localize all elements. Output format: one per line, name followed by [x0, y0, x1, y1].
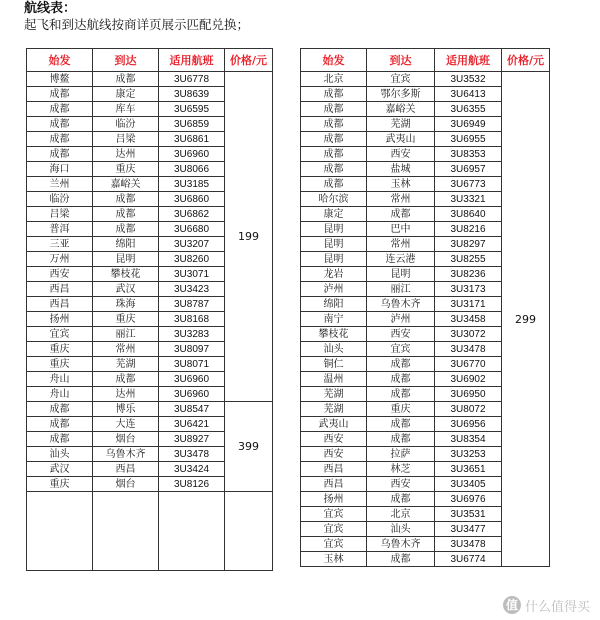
cell-destination: 乌鲁木齐	[367, 297, 435, 312]
cell-origin: 昆明	[301, 237, 367, 252]
cell-flight: 3U3651	[435, 462, 502, 477]
cell-flight: 3U8260	[159, 252, 225, 267]
cell-origin: 西昌	[301, 477, 367, 492]
cell-flight: 3U6859	[159, 117, 225, 132]
cell-flight: 3U6355	[435, 102, 502, 117]
cell-origin: 成都	[27, 402, 93, 417]
cell-flight: 3U8071	[159, 357, 225, 372]
cell-destination: 成都	[367, 357, 435, 372]
cell-destination: 吕梁	[93, 132, 159, 147]
cell-destination: 博乐	[93, 402, 159, 417]
watermark-logo-icon: 值	[503, 596, 521, 614]
cell-destination: 乌鲁木齐	[367, 537, 435, 552]
cell-flight: 3U3185	[159, 177, 225, 192]
cell-destination: 拉萨	[367, 447, 435, 462]
cell-origin: 成都	[301, 177, 367, 192]
cell-flight: 3U6773	[435, 177, 502, 192]
page-title: 航线表：	[24, 1, 77, 16]
cell-flight: 3U6955	[435, 132, 502, 147]
cell-flight: 3U6902	[435, 372, 502, 387]
cell-origin: 铜仁	[301, 357, 367, 372]
cell-origin: 成都	[27, 147, 93, 162]
cell-flight: 3U6595	[159, 102, 225, 117]
cell-flight: 3U6421	[159, 417, 225, 432]
col-header-flight: 适用航班	[435, 49, 502, 72]
cell-destination: 攀枝花	[93, 267, 159, 282]
cell-origin: 西安	[301, 432, 367, 447]
cell-destination: 宜宾	[367, 342, 435, 357]
cell-destination: 成都	[367, 372, 435, 387]
cell-origin: 舟山	[27, 372, 93, 387]
cell-destination: 芜湖	[367, 117, 435, 132]
cell-destination: 乌鲁木齐	[93, 447, 159, 462]
cell-destination: 烟台	[93, 477, 159, 492]
cell-flight: 3U3283	[159, 327, 225, 342]
cell-empty	[27, 492, 93, 571]
route-table-left	[26, 48, 273, 571]
cell-destination: 常州	[367, 192, 435, 207]
cell-destination: 武夷山	[367, 132, 435, 147]
cell-origin: 三亚	[27, 237, 93, 252]
cell-origin: 成都	[301, 87, 367, 102]
cell-destination: 成都	[93, 207, 159, 222]
cell-destination: 玉林	[367, 177, 435, 192]
cell-destination: 重庆	[93, 312, 159, 327]
cell-destination: 珠海	[93, 297, 159, 312]
cell-destination: 西安	[367, 147, 435, 162]
cell-destination: 丽江	[93, 327, 159, 342]
cell-origin: 成都	[301, 132, 367, 147]
cell-flight: 3U8354	[435, 432, 502, 447]
col-header-flight: 适用航班	[159, 49, 225, 72]
cell-flight: 3U3321	[435, 192, 502, 207]
table-row	[27, 402, 273, 417]
cell-flight: 3U3207	[159, 237, 225, 252]
cell-price: 399	[225, 402, 273, 492]
cell-destination: 昆明	[367, 267, 435, 282]
cell-destination: 大连	[93, 417, 159, 432]
cell-origin: 海口	[27, 162, 93, 177]
cell-origin: 北京	[301, 72, 367, 87]
cell-destination: 重庆	[93, 162, 159, 177]
cell-flight: 3U8168	[159, 312, 225, 327]
col-header-destination: 到达	[93, 49, 159, 72]
cell-price: 199	[225, 72, 273, 402]
cell-flight: 3U6774	[435, 552, 502, 567]
cell-origin: 成都	[301, 102, 367, 117]
cell-flight: 3U6960	[159, 372, 225, 387]
cell-origin: 西昌	[301, 462, 367, 477]
cell-flight: 3U3253	[435, 447, 502, 462]
cell-flight: 3U6960	[159, 147, 225, 162]
cell-flight: 3U3458	[435, 312, 502, 327]
cell-origin: 昆明	[301, 252, 367, 267]
cell-destination: 巴中	[367, 222, 435, 237]
cell-origin: 兰州	[27, 177, 93, 192]
table-row	[27, 72, 273, 87]
cell-flight: 3U6860	[159, 192, 225, 207]
cell-flight: 3U6956	[435, 417, 502, 432]
col-header-origin: 始发	[301, 49, 367, 72]
cell-flight: 3U8072	[435, 402, 502, 417]
cell-destination: 库车	[93, 102, 159, 117]
cell-origin: 扬州	[301, 492, 367, 507]
cell-flight: 3U6950	[435, 387, 502, 402]
cell-origin: 吕梁	[27, 207, 93, 222]
cell-destination: 达州	[93, 147, 159, 162]
cell-origin: 成都	[301, 147, 367, 162]
cell-destination: 成都	[367, 207, 435, 222]
cell-destination: 成都	[93, 192, 159, 207]
table-header-row	[301, 49, 550, 72]
cell-destination: 西昌	[93, 462, 159, 477]
col-header-origin: 始发	[27, 49, 93, 72]
cell-origin: 重庆	[27, 477, 93, 492]
cell-flight: 3U3478	[435, 537, 502, 552]
col-header-destination: 到达	[367, 49, 435, 72]
cell-origin: 西昌	[27, 282, 93, 297]
cell-destination: 嘉峪关	[367, 102, 435, 117]
cell-origin: 成都	[27, 102, 93, 117]
cell-flight: 3U3173	[435, 282, 502, 297]
cell-destination: 达州	[93, 387, 159, 402]
cell-destination: 嘉峪关	[93, 177, 159, 192]
cell-destination: 武汉	[93, 282, 159, 297]
cell-flight: 3U3423	[159, 282, 225, 297]
page-subtitle: 起飞和到达航线按商详页展示匹配兑换；	[24, 17, 250, 32]
cell-destination: 烟台	[93, 432, 159, 447]
cell-origin: 康定	[301, 207, 367, 222]
cell-empty	[225, 492, 273, 571]
cell-origin: 宜宾	[301, 522, 367, 537]
cell-flight: 3U6862	[159, 207, 225, 222]
cell-flight: 3U8255	[435, 252, 502, 267]
cell-flight: 3U3424	[159, 462, 225, 477]
cell-flight: 3U3072	[435, 327, 502, 342]
cell-destination: 西安	[367, 477, 435, 492]
cell-destination: 北京	[367, 507, 435, 522]
cell-origin: 临汾	[27, 192, 93, 207]
cell-destination: 昆明	[93, 252, 159, 267]
cell-origin: 昆明	[301, 222, 367, 237]
cell-flight: 3U8216	[435, 222, 502, 237]
cell-destination: 泸州	[367, 312, 435, 327]
cell-origin: 泸州	[301, 282, 367, 297]
cell-origin: 成都	[301, 162, 367, 177]
cell-destination: 丽江	[367, 282, 435, 297]
cell-origin: 龙岩	[301, 267, 367, 282]
cell-flight: 3U8927	[159, 432, 225, 447]
cell-destination: 成都	[367, 417, 435, 432]
cell-empty	[159, 492, 225, 571]
cell-flight: 3U3478	[435, 342, 502, 357]
cell-origin: 芜湖	[301, 387, 367, 402]
cell-flight: 3U8236	[435, 267, 502, 282]
cell-origin: 成都	[27, 417, 93, 432]
cell-flight: 3U3477	[435, 522, 502, 537]
cell-origin: 玉林	[301, 552, 367, 567]
cell-destination: 盐城	[367, 162, 435, 177]
cell-destination: 成都	[367, 387, 435, 402]
table-header-row	[27, 49, 273, 72]
cell-destination: 常州	[93, 342, 159, 357]
cell-destination: 成都	[367, 432, 435, 447]
cell-flight: 3U8353	[435, 147, 502, 162]
cell-flight: 3U8297	[435, 237, 502, 252]
cell-flight: 3U3531	[435, 507, 502, 522]
cell-destination: 成都	[367, 492, 435, 507]
cell-destination: 成都	[93, 372, 159, 387]
cell-origin: 成都	[301, 117, 367, 132]
cell-destination: 鄂尔多斯	[367, 87, 435, 102]
cell-destination: 西安	[367, 327, 435, 342]
cell-flight: 3U6861	[159, 132, 225, 147]
cell-destination: 绵阳	[93, 237, 159, 252]
cell-origin: 武汉	[27, 462, 93, 477]
watermark-text: 什么值得买	[524, 599, 590, 615]
cell-destination: 成都	[367, 552, 435, 567]
watermark	[503, 594, 590, 616]
cell-origin: 博鳌	[27, 72, 93, 87]
cell-origin: 哈尔滨	[301, 192, 367, 207]
route-table-right-body	[301, 72, 550, 567]
cell-origin: 温州	[301, 372, 367, 387]
cell-flight: 3U6960	[159, 387, 225, 402]
cell-destination: 常州	[367, 237, 435, 252]
cell-flight: 3U8066	[159, 162, 225, 177]
cell-origin: 绵阳	[301, 297, 367, 312]
route-table-left-body	[27, 72, 273, 571]
cell-flight: 3U3532	[435, 72, 502, 87]
cell-origin: 南宁	[301, 312, 367, 327]
route-table-right	[300, 48, 550, 567]
cell-flight: 3U3171	[435, 297, 502, 312]
cell-origin: 攀枝花	[301, 327, 367, 342]
cell-flight: 3U6680	[159, 222, 225, 237]
col-header-price: 价格/元	[225, 49, 273, 72]
table-row	[301, 72, 550, 87]
cell-flight: 3U6949	[435, 117, 502, 132]
cell-destination: 连云港	[367, 252, 435, 267]
cell-flight: 3U3405	[435, 477, 502, 492]
cell-flight: 3U3478	[159, 447, 225, 462]
cell-origin: 西安	[301, 447, 367, 462]
cell-origin: 汕头	[301, 342, 367, 357]
cell-flight: 3U8126	[159, 477, 225, 492]
cell-empty	[93, 492, 159, 571]
cell-destination: 康定	[93, 87, 159, 102]
cell-flight: 3U8547	[159, 402, 225, 417]
cell-origin: 万州	[27, 252, 93, 267]
cell-origin: 舟山	[27, 387, 93, 402]
cell-origin: 汕头	[27, 447, 93, 462]
cell-destination: 临汾	[93, 117, 159, 132]
cell-origin: 宜宾	[301, 507, 367, 522]
cell-destination: 林芝	[367, 462, 435, 477]
cell-flight: 3U6770	[435, 357, 502, 372]
cell-destination: 汕头	[367, 522, 435, 537]
cell-origin: 成都	[27, 87, 93, 102]
cell-origin: 重庆	[27, 342, 93, 357]
cell-flight: 3U8639	[159, 87, 225, 102]
cell-origin: 普洱	[27, 222, 93, 237]
cell-price: 299	[502, 72, 550, 567]
cell-destination: 成都	[93, 72, 159, 87]
cell-flight: 3U8787	[159, 297, 225, 312]
cell-origin: 重庆	[27, 357, 93, 372]
cell-origin: 武夷山	[301, 417, 367, 432]
cell-flight: 3U8640	[435, 207, 502, 222]
cell-destination: 重庆	[367, 402, 435, 417]
cell-destination: 芜湖	[93, 357, 159, 372]
col-header-price: 价格/元	[502, 49, 550, 72]
cell-flight: 3U6778	[159, 72, 225, 87]
cell-origin: 宜宾	[27, 327, 93, 342]
cell-origin: 西昌	[27, 297, 93, 312]
table-blank-row	[27, 492, 273, 571]
cell-flight: 3U8097	[159, 342, 225, 357]
cell-origin: 宜宾	[301, 537, 367, 552]
cell-origin: 成都	[27, 132, 93, 147]
cell-flight: 3U6976	[435, 492, 502, 507]
cell-origin: 扬州	[27, 312, 93, 327]
cell-flight: 3U6957	[435, 162, 502, 177]
cell-origin: 成都	[27, 432, 93, 447]
cell-destination: 成都	[93, 222, 159, 237]
cell-origin: 成都	[27, 117, 93, 132]
cell-flight: 3U6413	[435, 87, 502, 102]
cell-destination: 宜宾	[367, 72, 435, 87]
cell-flight: 3U3071	[159, 267, 225, 282]
cell-origin: 西安	[27, 267, 93, 282]
cell-origin: 芜湖	[301, 402, 367, 417]
